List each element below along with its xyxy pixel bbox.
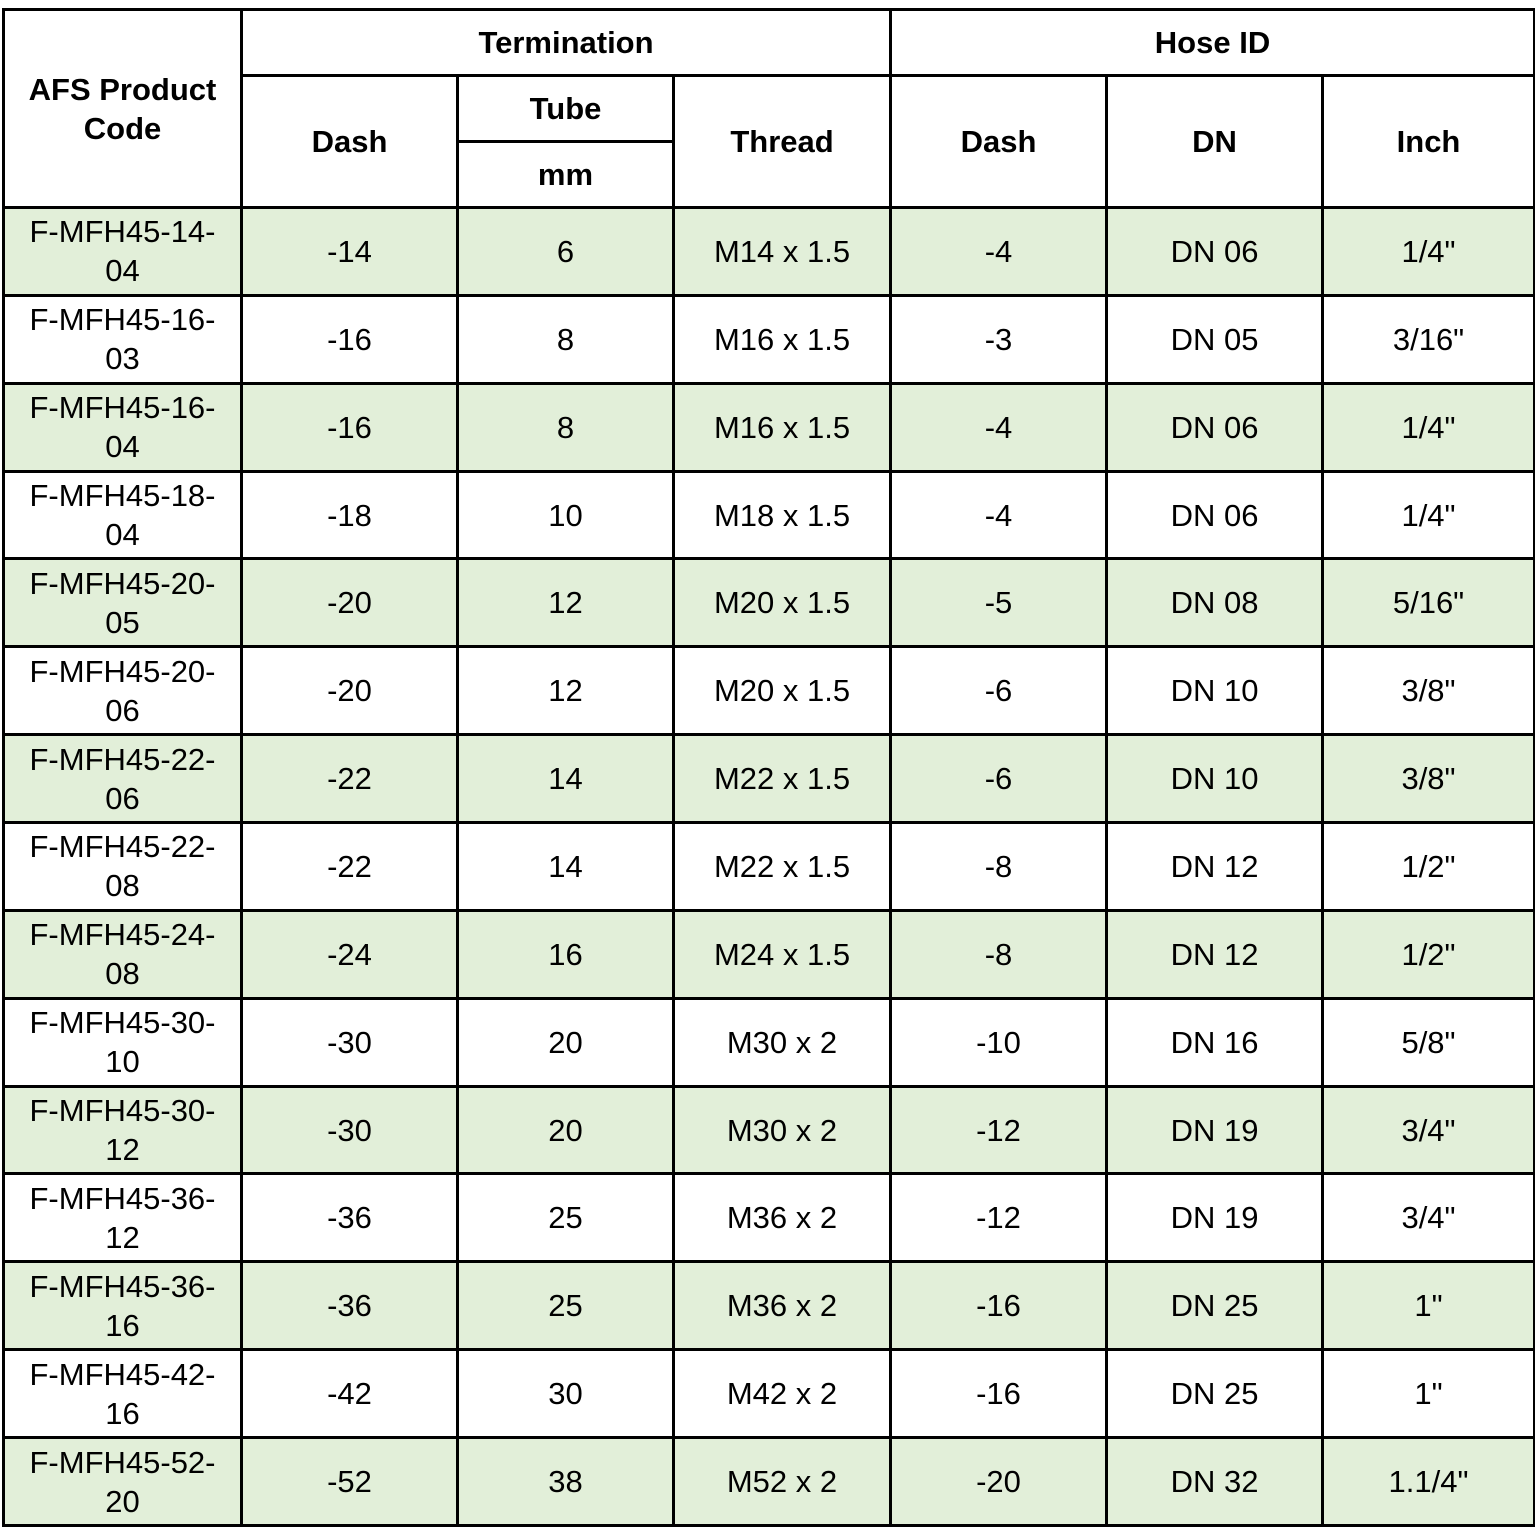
- thread-cell: M22 x 1.5: [674, 735, 891, 823]
- dn-cell: DN 32: [1107, 1438, 1323, 1526]
- table-row: [4, 998, 1535, 1086]
- dn-cell: DN 16: [1107, 998, 1323, 1086]
- termination-dash-cell: -20: [242, 647, 458, 735]
- tube-mm-cell: 6: [458, 208, 674, 296]
- termination-dash-cell: -52: [242, 1438, 458, 1526]
- hose-dash-cell: -12: [891, 1086, 1107, 1174]
- product-code-cell: F-MFH45-30- 12: [4, 1086, 242, 1174]
- tube-mm-cell: 12: [458, 647, 674, 735]
- tube-mm-cell: 10: [458, 471, 674, 559]
- thread-cell: M16 x 1.5: [674, 295, 891, 383]
- thread-cell: M30 x 2: [674, 1086, 891, 1174]
- hose-dash-cell: -8: [891, 823, 1107, 911]
- tube-mm-cell: 12: [458, 559, 674, 647]
- termination-dash-cell: -30: [242, 1086, 458, 1174]
- table-row: [4, 1086, 1535, 1174]
- product-code-cell: F-MFH45-20- 06: [4, 647, 242, 735]
- table-row: [4, 647, 1535, 735]
- header-termination: Termination: [242, 10, 891, 76]
- tube-mm-cell: 14: [458, 823, 674, 911]
- thread-cell: M18 x 1.5: [674, 471, 891, 559]
- dn-cell: DN 06: [1107, 208, 1323, 296]
- product-code-cell: F-MFH45-20- 05: [4, 559, 242, 647]
- product-code-cell: F-MFH45-24- 08: [4, 910, 242, 998]
- thread-cell: M22 x 1.5: [674, 823, 891, 911]
- inch-cell: 1/2": [1323, 910, 1535, 998]
- thread-cell: M36 x 2: [674, 1262, 891, 1350]
- table-row: [4, 910, 1535, 998]
- dn-cell: DN 06: [1107, 383, 1323, 471]
- header-inch: Inch: [1323, 76, 1535, 208]
- inch-cell: 1": [1323, 1262, 1535, 1350]
- termination-dash-cell: -30: [242, 998, 458, 1086]
- dn-cell: DN 12: [1107, 823, 1323, 911]
- header-product-code: AFS Product Code: [4, 10, 242, 208]
- hose-dash-cell: -6: [891, 647, 1107, 735]
- table-body: [4, 208, 1535, 1526]
- tube-mm-cell: 38: [458, 1438, 674, 1526]
- termination-dash-cell: -20: [242, 559, 458, 647]
- dn-cell: DN 25: [1107, 1350, 1323, 1438]
- hose-dash-cell: -6: [891, 735, 1107, 823]
- inch-cell: 1/2": [1323, 823, 1535, 911]
- hose-dash-cell: -5: [891, 559, 1107, 647]
- hose-dash-cell: -4: [891, 471, 1107, 559]
- inch-cell: 3/4": [1323, 1086, 1535, 1174]
- table-row: [4, 559, 1535, 647]
- dn-cell: DN 10: [1107, 647, 1323, 735]
- table-row: [4, 1350, 1535, 1438]
- product-code-cell: F-MFH45-16- 04: [4, 383, 242, 471]
- thread-cell: M36 x 2: [674, 1174, 891, 1262]
- termination-dash-cell: -42: [242, 1350, 458, 1438]
- dn-cell: DN 08: [1107, 559, 1323, 647]
- hose-dash-cell: -16: [891, 1262, 1107, 1350]
- tube-mm-cell: 20: [458, 998, 674, 1086]
- tube-mm-cell: 8: [458, 295, 674, 383]
- product-spec-table: [2, 8, 1535, 1527]
- product-code-cell: F-MFH45-18- 04: [4, 471, 242, 559]
- header-termination-dash: Dash: [242, 76, 458, 208]
- thread-cell: M30 x 2: [674, 998, 891, 1086]
- tube-mm-cell: 25: [458, 1174, 674, 1262]
- dn-cell: DN 25: [1107, 1262, 1323, 1350]
- dn-cell: DN 06: [1107, 471, 1323, 559]
- tube-mm-cell: 30: [458, 1350, 674, 1438]
- thread-cell: M52 x 2: [674, 1438, 891, 1526]
- product-code-cell: F-MFH45-42- 16: [4, 1350, 242, 1438]
- termination-dash-cell: -36: [242, 1174, 458, 1262]
- table-row: [4, 1174, 1535, 1262]
- inch-cell: 3/4": [1323, 1174, 1535, 1262]
- termination-dash-cell: -16: [242, 383, 458, 471]
- thread-cell: M14 x 1.5: [674, 208, 891, 296]
- table-row: [4, 1262, 1535, 1350]
- termination-dash-cell: -16: [242, 295, 458, 383]
- inch-cell: 3/8": [1323, 735, 1535, 823]
- product-code-cell: F-MFH45-30- 10: [4, 998, 242, 1086]
- header-tube: Tube: [458, 76, 674, 142]
- table-row: [4, 1438, 1535, 1526]
- product-code-cell: F-MFH45-22- 06: [4, 735, 242, 823]
- inch-cell: 1/4": [1323, 208, 1535, 296]
- inch-cell: 3/8": [1323, 647, 1535, 735]
- header-dn: DN: [1107, 76, 1323, 208]
- product-code-cell: F-MFH45-16- 03: [4, 295, 242, 383]
- termination-dash-cell: -18: [242, 471, 458, 559]
- product-code-cell: F-MFH45-36- 16: [4, 1262, 242, 1350]
- inch-cell: 3/16": [1323, 295, 1535, 383]
- product-code-cell: F-MFH45-22- 08: [4, 823, 242, 911]
- header-thread: Thread: [674, 76, 891, 208]
- hose-dash-cell: -12: [891, 1174, 1107, 1262]
- dn-cell: DN 19: [1107, 1086, 1323, 1174]
- tube-mm-cell: 20: [458, 1086, 674, 1174]
- table-row: [4, 295, 1535, 383]
- inch-cell: 1/4": [1323, 383, 1535, 471]
- hose-dash-cell: -3: [891, 295, 1107, 383]
- thread-cell: M20 x 1.5: [674, 647, 891, 735]
- tube-mm-cell: 14: [458, 735, 674, 823]
- dn-cell: DN 10: [1107, 735, 1323, 823]
- tube-mm-cell: 16: [458, 910, 674, 998]
- termination-dash-cell: -14: [242, 208, 458, 296]
- inch-cell: 5/16": [1323, 559, 1535, 647]
- tube-mm-cell: 8: [458, 383, 674, 471]
- termination-dash-cell: -36: [242, 1262, 458, 1350]
- hose-dash-cell: -10: [891, 998, 1107, 1086]
- termination-dash-cell: -24: [242, 910, 458, 998]
- thread-cell: M42 x 2: [674, 1350, 891, 1438]
- inch-cell: 1": [1323, 1350, 1535, 1438]
- header-tube-unit: mm: [458, 142, 674, 208]
- table-row: [4, 471, 1535, 559]
- table-row: [4, 735, 1535, 823]
- thread-cell: M16 x 1.5: [674, 383, 891, 471]
- table-row: [4, 383, 1535, 471]
- product-code-cell: F-MFH45-14- 04: [4, 208, 242, 296]
- thread-cell: M24 x 1.5: [674, 910, 891, 998]
- termination-dash-cell: -22: [242, 735, 458, 823]
- inch-cell: 1.1/4": [1323, 1438, 1535, 1526]
- hose-dash-cell: -4: [891, 383, 1107, 471]
- inch-cell: 5/8": [1323, 998, 1535, 1086]
- product-code-cell: F-MFH45-36- 12: [4, 1174, 242, 1262]
- hose-dash-cell: -4: [891, 208, 1107, 296]
- table-row: [4, 823, 1535, 911]
- dn-cell: DN 19: [1107, 1174, 1323, 1262]
- hose-dash-cell: -20: [891, 1438, 1107, 1526]
- dn-cell: DN 12: [1107, 910, 1323, 998]
- hose-dash-cell: -16: [891, 1350, 1107, 1438]
- hose-dash-cell: -8: [891, 910, 1107, 998]
- table-row: [4, 208, 1535, 296]
- header-hose-dash: Dash: [891, 76, 1107, 208]
- inch-cell: 1/4": [1323, 471, 1535, 559]
- product-code-cell: F-MFH45-52- 20: [4, 1438, 242, 1526]
- dn-cell: DN 05: [1107, 295, 1323, 383]
- header-hose-id: Hose ID: [891, 10, 1535, 76]
- thread-cell: M20 x 1.5: [674, 559, 891, 647]
- tube-mm-cell: 25: [458, 1262, 674, 1350]
- termination-dash-cell: -22: [242, 823, 458, 911]
